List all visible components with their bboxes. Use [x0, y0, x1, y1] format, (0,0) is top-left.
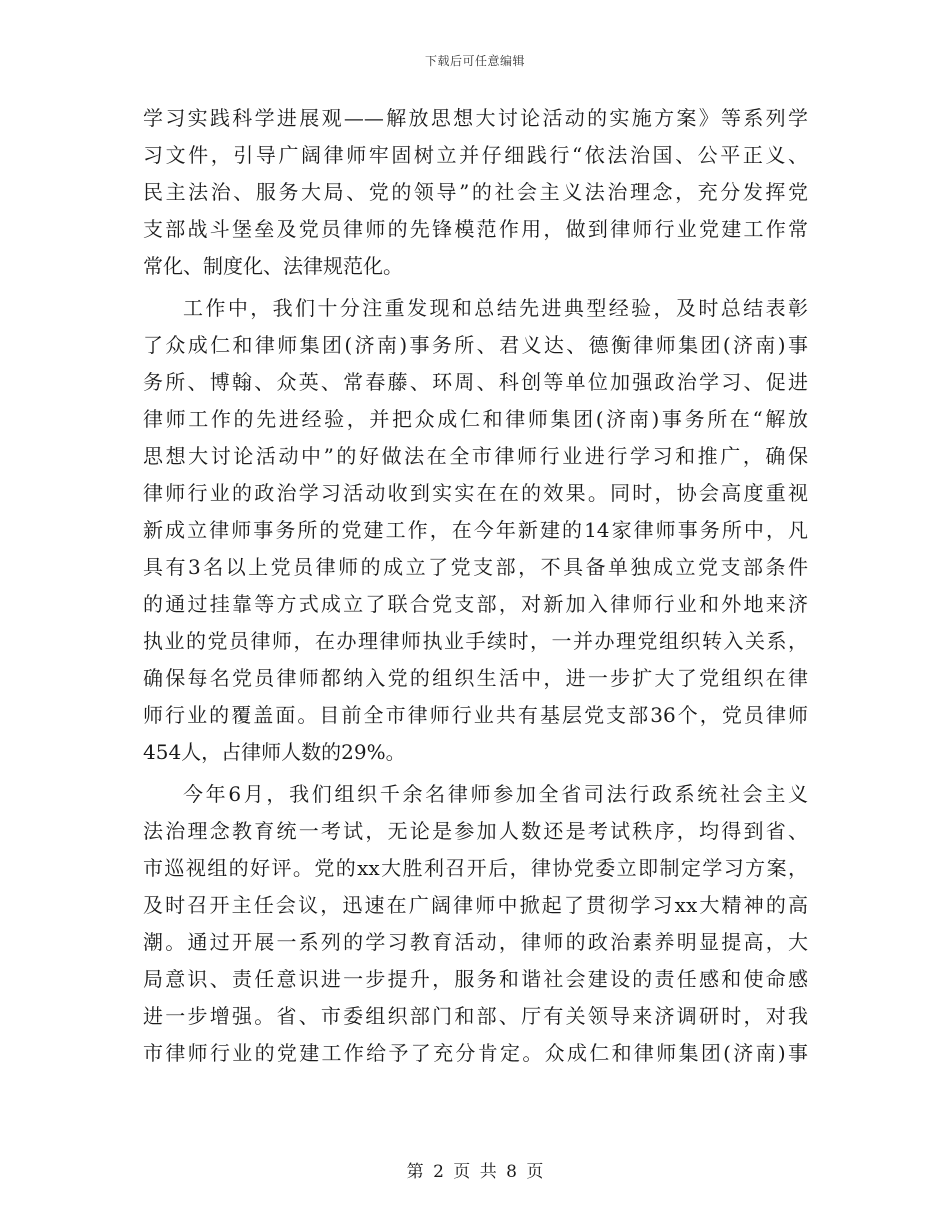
- text-line: 习文件，引导广阔律师牢固树立并仔细践行“依法治国、公平正义、: [143, 143, 808, 167]
- page-number-footer: 第 2 页 共 8 页: [406, 1162, 544, 1182]
- text-line: 潮。通过开展一系列的学习教育活动，律师的政治素养明显提高，大: [143, 930, 808, 954]
- text-line: 民主法治、服务大局、党的领导”的社会主义法治理念，充分发挥党: [143, 180, 808, 204]
- text-line: 常化、制度化、法律规范化。: [143, 254, 403, 278]
- text-line: 支部战斗堡垒及党员律师的先锋模范作用，做到律师行业党建工作常: [143, 217, 808, 241]
- text-line: 进一步增强。省、市委组织部门和部、厅有关领导来济调研时，对我: [143, 1004, 808, 1028]
- text-line: 执业的党员律师，在办理律师执业手续时，一并办理党组织转入关系，: [143, 629, 808, 653]
- text-line: 确保每名党员律师都纳入党的组织生活中，进一步扩大了党组织在律: [143, 666, 808, 690]
- paragraph-1: [143, 100, 808, 285]
- text-line: 律师工作的先进经验，并把众成仁和律师集团(济南)事务所在“解放: [143, 407, 808, 431]
- text-line: 律师行业的政治学习活动收到实实在在的效果。同时，协会高度重视: [143, 481, 808, 505]
- paragraph-3: [143, 776, 808, 1072]
- text-line: 市律师行业的党建工作给予了充分肯定。众成仁和律师集团(济南)事: [143, 1041, 808, 1065]
- text-line: 市巡视组的好评。党的xx大胜利召开后，律协党委立即制定学习方案，: [143, 856, 808, 880]
- text-line: 今年6月，我们组织千余名律师参加全省司法行政系统社会主义: [183, 782, 808, 806]
- text-line: 学习实践科学进展观——解放思想大讨论活动的实施方案》等系列学: [143, 106, 808, 130]
- text-line: 法治理念教育统一考试，无论是参加人数还是考试秩序，均得到省、: [143, 819, 808, 843]
- text-line: 务所、博翰、众英、常春藤、环周、科创等单位加强政治学习、促进: [143, 370, 808, 394]
- text-line: 454人，占律师人数的29%。: [143, 740, 406, 764]
- paragraph-2: [143, 290, 808, 771]
- text-line: 工作中，我们十分注重发现和总结先进典型经验，及时总结表彰: [183, 296, 808, 320]
- text-line: 了众成仁和律师集团(济南)事务所、君义达、德衡律师集团(济南)事: [143, 333, 808, 357]
- page-header: 下载后可任意编辑: [424, 54, 525, 68]
- text-line: 具有3名以上党员律师的成立了党支部，不具备单独成立党支部条件: [143, 555, 808, 579]
- text-line: 的通过挂靠等方式成立了联合党支部，对新加入律师行业和外地来济: [143, 592, 808, 616]
- text-line: 局意识、责任意识进一步提升，服务和谐社会建设的责任感和使命感: [143, 967, 808, 991]
- document-body: [143, 100, 808, 1077]
- text-line: 新成立律师事务所的党建工作，在今年新建的14家律师事务所中，凡: [143, 518, 808, 542]
- text-line: 及时召开主任会议，迅速在广阔律师中掀起了贯彻学习xx大精神的高: [143, 893, 808, 917]
- text-line: 思想大讨论活动中”的好做法在全市律师行业进行学习和推广，确保: [143, 444, 808, 468]
- text-line: 师行业的覆盖面。目前全市律师行业共有基层党支部36个，党员律师: [143, 703, 808, 727]
